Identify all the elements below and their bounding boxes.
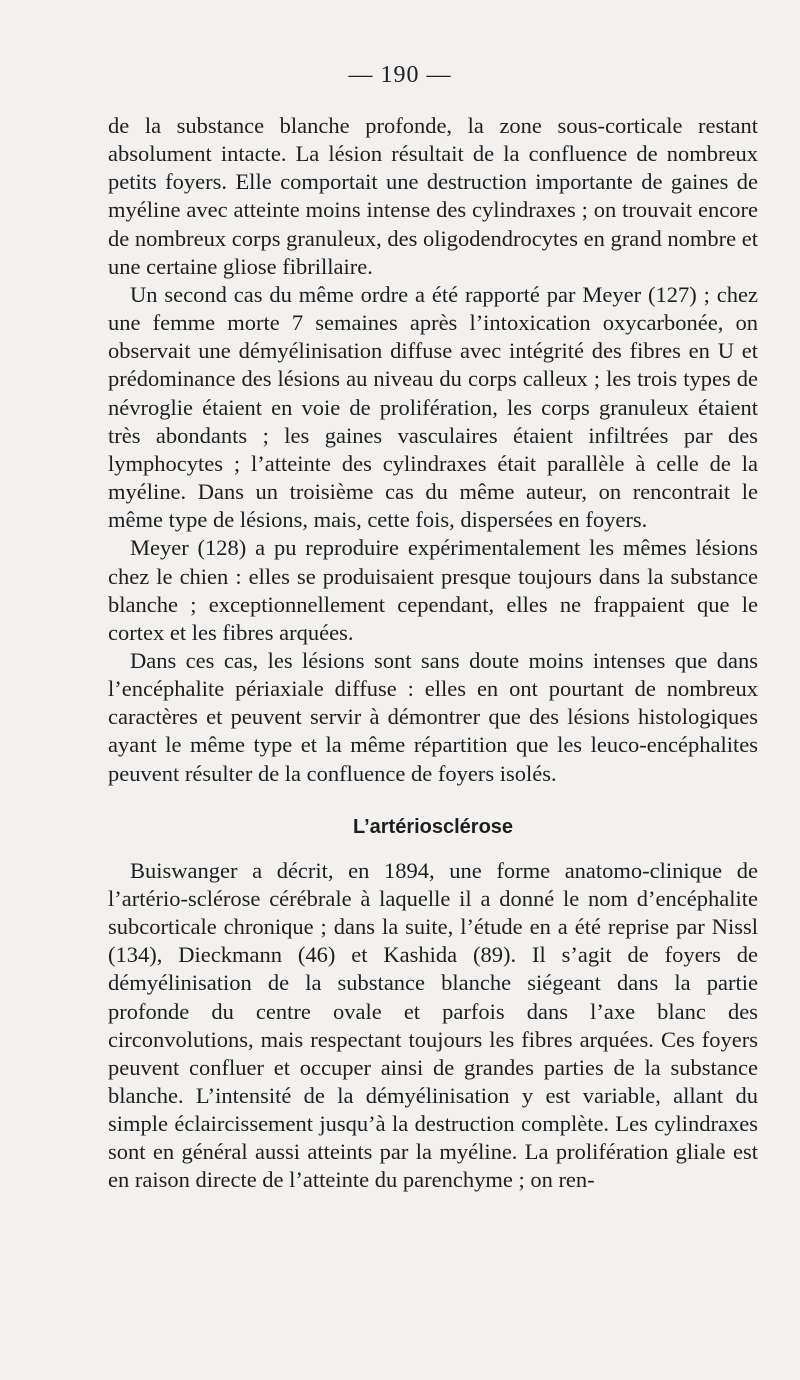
paragraph-arteriosclerosis: Buiswanger a décrit, en 1894, une forme anatomo-clinique de l’artério-sclérose cérébrale à laquelle il a donné le nom d’encéphalite subcorticale chronique ; dans la suite, l’étude en a été reprise par Nissl (134), Dieckmann (46) et Kashida (89). Il s’agit de foyers de démyélinisation de la substance blanche siégeant dans la partie profonde du centre ovale et parfois dans l’axe blanc des circonvolutions, mais respectant toujours les fibres arquées. Ces foyers peuvent confluer et occuper ainsi de grandes parties de la substance blanche. L’intensité de la démyélinisation y est variable, allant du simple éclaircissement jusqu’à la destruction complète. Les cylindraxes sont en général aussi atteints par la myéline. La prolifération gliale est en raison directe de l’atteinte du parenchyme ; on ren- <box>108 857 758 1193</box>
page-number: — 190 — <box>348 62 452 88</box>
paragraph-meyer-second-case: Un second cas du même ordre a été rapporté par Meyer (127) ; chez une femme morte 7 semaines après l’intoxication oxycarbonée, on observait une démyélinisation diffuse avec intégrité des fibres en U et prédominance des lésions au niveau du corps calleux ; les trois types de névroglie étaient en voie de prolifération, les corps granuleux étaient très abondants ; les gaines vasculaires étaient infiltrées par des lymphocytes ; l’atteinte des cylindraxes était parallèle à celle de la myéline. Dans un troisième cas du même auteur, on rencontrait le même type de lésions, mais, cette fois, dispersées en foyers. <box>108 281 758 533</box>
section-heading: L’artériosclérose <box>352 815 514 838</box>
paragraph-continuation: de la substance blanche profonde, la zone sous-corticale restant absolument intacte. La lésion résultait de la confluence de nombreux petits foyers. Elle comportait une destruction importante de gaines de myéline avec atteinte moins intense des cylindraxes ; on trouvait encore de nombreux corps granuleux, des oligodendrocytes en grand nombre et une certaine gliose fibrillaire. <box>108 113 758 279</box>
paragraph-discussion: Dans ces cas, les lésions sont sans doute moins intenses que dans l’encéphalite périaxiale diffuse : elles en ont pourtant de nombreux caractères et peuvent servir à démontrer que des lésions histologiques ayant le même type et la même répartition que les leuco-encéphalites peuvent résulter de la confluence de foyers isolés. <box>108 647 758 786</box>
body-text <box>108 112 758 1195</box>
paragraph-meyer-experimental: Meyer (128) a pu reproduire expérimentalement les mêmes lésions chez le chien : elles se produisaient presque toujours dans la substance blanche ; exceptionnellement cependant, elles ne frappaient que le cortex et les fibres arquées. <box>108 535 758 645</box>
